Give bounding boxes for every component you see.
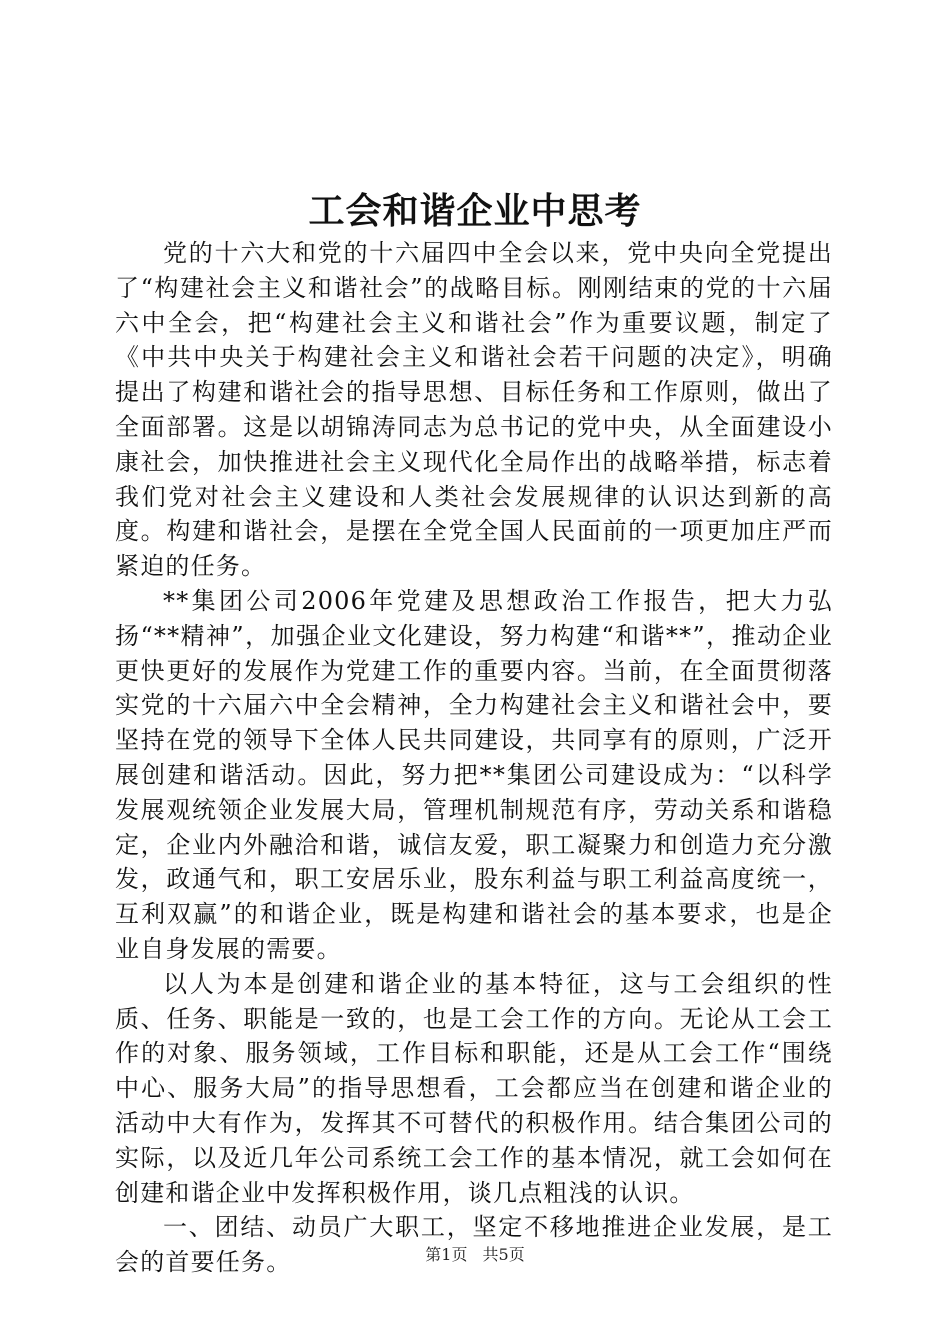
paragraph-2: **集团公司2006年党建及思想政治工作报告，把大力弘扬“**精神”，加强企业文化建设，努力构建“和谐**”，推动企业更快更好的发展作为党建工作的重要内容。当前，在全面贯彻落实党的十六届六中全会精神，全力构建社会主义和谐社会中，要坚持在党的领导下全体人民共同建设，共同享有的原则，广泛开展创建和谐活动。因此，努力把**集团公司建设成为：“以科学发展观统领企业发展大局，管理机制规范有序，劳动关系和谐稳定，企业内外融洽和谐，诚信友爱，职工凝聚力和创造力充分激发，政通气和，职工安居乐业，股东利益与职工利益高度统一，互利双赢”的和谐企业，既是构建和谐社会的基本要求，也是企业自身发展的需要。 (115, 586, 833, 963)
document-title: 工会和谐企业中思考 (308, 190, 642, 232)
paragraph-3: 以人为本是创建和谐企业的基本特征，这与工会组织的性质、任务、职能是一致的，也是工会工作的方向。无论从工会工作的对象、服务领域，工作目标和职能，还是从工会工作“围绕中心、服务大局”的指导思想看，工会都应当在创建和谐企业的活动中大有作为，发挥其不可替代的积极作用。结合集团公司的实际，以及近几年公司系统工会工作的基本情况，就工会如何在创建和谐企业中发挥积极作用，谈几点粗浅的认识。 (115, 969, 833, 1207)
document-body (115, 236, 833, 1280)
page-total: 共5页 (482, 1245, 525, 1264)
page-number: 第1页 (425, 1245, 468, 1264)
paragraph-1: 党的十六大和党的十六届四中全会以来，党中央向全党提出了“构建社会主义和谐社会”的战略目标。刚刚结束的党的十六届六中全会，把“构建社会主义和谐社会”作为重要议题，制定了《中共中央关于构建社会主义和谐社会若干问题的决定》，明确提出了构建和谐社会的指导思想、目标任务和工作原则，做出了全面部署。这是以胡锦涛同志为总书记的党中央，从全面建设小康社会，加快推进社会主义现代化全局作出的战略举措，标志着我们党对社会主义建设和人类社会发展规律的认识达到新的高度。构建和谐社会，是摆在全党全国人民面前的一项更加庄严而紧迫的任务。 (115, 239, 833, 581)
page-footer (0, 1243, 950, 1267)
paragraph-4: 一、团结、动员广大职工，坚定不移地推进企业发展，是工会的首要任务。 (115, 1213, 833, 1277)
